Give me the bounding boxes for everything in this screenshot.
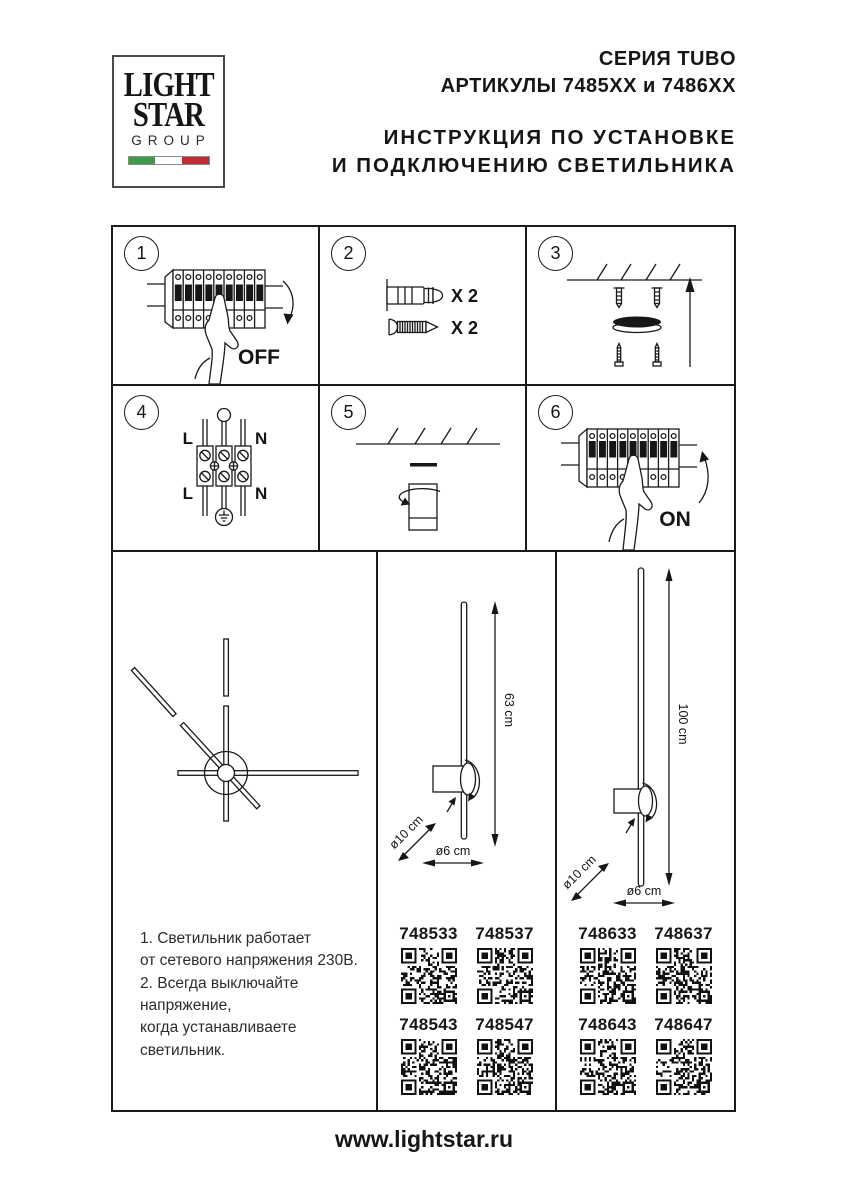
mount-bar-icon: [410, 463, 437, 467]
lamp-63-panel: [378, 552, 557, 1110]
article-qr-grid: [378, 924, 555, 1095]
lamp-100-panel: [557, 552, 734, 1110]
qr-code: [656, 1039, 712, 1095]
note-line: когда устанавливаете светильник.: [140, 1019, 297, 1059]
mount-diameter-dimension: [559, 852, 609, 901]
terminal-block: [197, 409, 251, 526]
qr-code: [401, 1039, 457, 1095]
series-title: СЕРИЯ TUBO: [598, 48, 736, 70]
note-line: 1. Светильник работает: [140, 930, 311, 947]
terminal-block-diagram: [113, 386, 319, 550]
qr-code: [656, 948, 712, 1004]
article-item: [571, 1015, 645, 1095]
breaker-off-diagram: [113, 227, 319, 384]
off-label: OFF: [238, 346, 280, 369]
instruction-title-2: И ПОДКЛЮЧЕНИЮ СВЕТИЛЬНИКА: [331, 153, 736, 177]
lamp-100-drawing: [557, 552, 732, 924]
step-2-cell: [320, 227, 527, 386]
up-arrow-icon: [686, 277, 695, 367]
article-item: [647, 924, 721, 1004]
lightstar-logo: [112, 55, 225, 188]
mount-cap: [639, 786, 653, 816]
mount-cap: [461, 763, 476, 795]
article-item: [647, 1015, 721, 1095]
screw-icon: [615, 344, 623, 367]
lamp-63-drawing: [378, 552, 555, 924]
lamp-tube: [638, 568, 643, 886]
logo-star: STAR: [132, 94, 205, 134]
on-label: ON: [659, 508, 691, 531]
article-number: 748533: [399, 924, 458, 943]
screw-qty-label: X 2: [451, 318, 479, 338]
safety-notes: [140, 928, 368, 1062]
lamp-body-icon: [409, 484, 437, 530]
anchor-icon: [614, 288, 625, 308]
diagonal-tube: [131, 668, 260, 809]
l-bottom-label: L: [182, 484, 193, 503]
dowel-icon: [387, 279, 443, 311]
height-dimension: [492, 601, 517, 847]
italian-flag-icon: [128, 156, 210, 165]
screw-icon: [653, 344, 661, 367]
qr-code: [580, 948, 636, 1004]
ceiling-hatching: [567, 264, 702, 280]
article-number: 748633: [578, 924, 637, 943]
ceiling-anchors-diagram: [527, 227, 733, 384]
mount-rotate-diagram: [320, 386, 526, 550]
article-item: [468, 924, 542, 1004]
height-label: 100 cm: [676, 703, 690, 745]
step-5-number: 5: [331, 395, 366, 430]
step-2-number: 2: [331, 236, 366, 271]
mount-hub: [218, 765, 235, 782]
step-3-number: 3: [538, 236, 573, 271]
step-1-cell: [113, 227, 320, 386]
switch-icon: [447, 797, 456, 812]
article-number: 748647: [654, 1015, 713, 1034]
logo-group: GROUP: [131, 132, 211, 148]
article-number: 748543: [399, 1015, 458, 1034]
anchor-icon: [652, 288, 663, 308]
tube-diameter-dimension: [422, 844, 484, 867]
product-section: [111, 550, 736, 1112]
mount-diameter-dimension: [386, 812, 436, 861]
step-4-number: 4: [124, 395, 159, 430]
vertical-tube: [224, 639, 229, 821]
document-titles: [332, 46, 736, 179]
article-item: [571, 924, 645, 1004]
article-qr-grid: [557, 924, 734, 1095]
tube-diameter-label: ø6 cm: [626, 884, 662, 898]
lamp-tube: [461, 602, 466, 839]
step-6-number: 6: [538, 395, 573, 430]
note-line: 2. Всегда выключайте напряжение,: [140, 974, 299, 1014]
qr-code: [477, 1039, 533, 1095]
articles-title: АРТИКУЛЫ 7485XX и 7486XX: [440, 75, 736, 97]
fasteners-diagram: [320, 227, 526, 384]
tube-diameter-dimension: [613, 884, 675, 907]
mount-diameter-label: ø10 cm: [386, 812, 426, 852]
tube-diameter-label: ø6 cm: [435, 844, 471, 858]
article-item: [468, 1015, 542, 1095]
lamp-front-drawing: [113, 552, 376, 924]
step-4-cell: [113, 386, 320, 550]
off-arrow-icon: [283, 281, 294, 325]
mount-diameter-label: ø10 cm: [559, 852, 599, 892]
qr-code: [580, 1039, 636, 1095]
article-item: [392, 1015, 466, 1095]
dowel-qty-label: X 2: [451, 286, 479, 306]
steps-grid: [111, 225, 736, 552]
breaker-on-diagram: [527, 386, 733, 550]
ceiling-hatching: [356, 428, 500, 444]
qr-code: [477, 948, 533, 1004]
step-1-number: 1: [124, 236, 159, 271]
step-6-cell: [527, 386, 734, 550]
instruction-title-1: ИНСТРУКЦИЯ ПО УСТАНОВКЕ: [383, 126, 736, 149]
front-view-panel: [113, 552, 378, 1110]
on-arrow-icon: [699, 451, 709, 503]
logo-light: LIGHT: [123, 65, 214, 104]
step-5-cell: [320, 386, 527, 550]
screw-icon: [389, 319, 438, 335]
website-url: www.lightstar.ru: [334, 1126, 514, 1152]
switch-icon: [626, 818, 635, 833]
height-dimension: [666, 568, 691, 886]
step-3-cell: [527, 227, 734, 386]
height-label: 63 cm: [502, 692, 516, 728]
qr-code: [401, 948, 457, 1004]
article-number: 748643: [578, 1015, 637, 1034]
article-number: 748547: [475, 1015, 534, 1034]
mount-plate-icon: [613, 317, 661, 333]
l-top-label: L: [182, 429, 193, 448]
article-number: 748637: [654, 924, 713, 943]
n-top-label: N: [255, 429, 268, 448]
n-bottom-label: N: [255, 484, 268, 503]
article-number: 748537: [475, 924, 534, 943]
note-line: от сетевого напряжения 230В.: [140, 952, 358, 970]
article-item: [392, 924, 466, 1004]
